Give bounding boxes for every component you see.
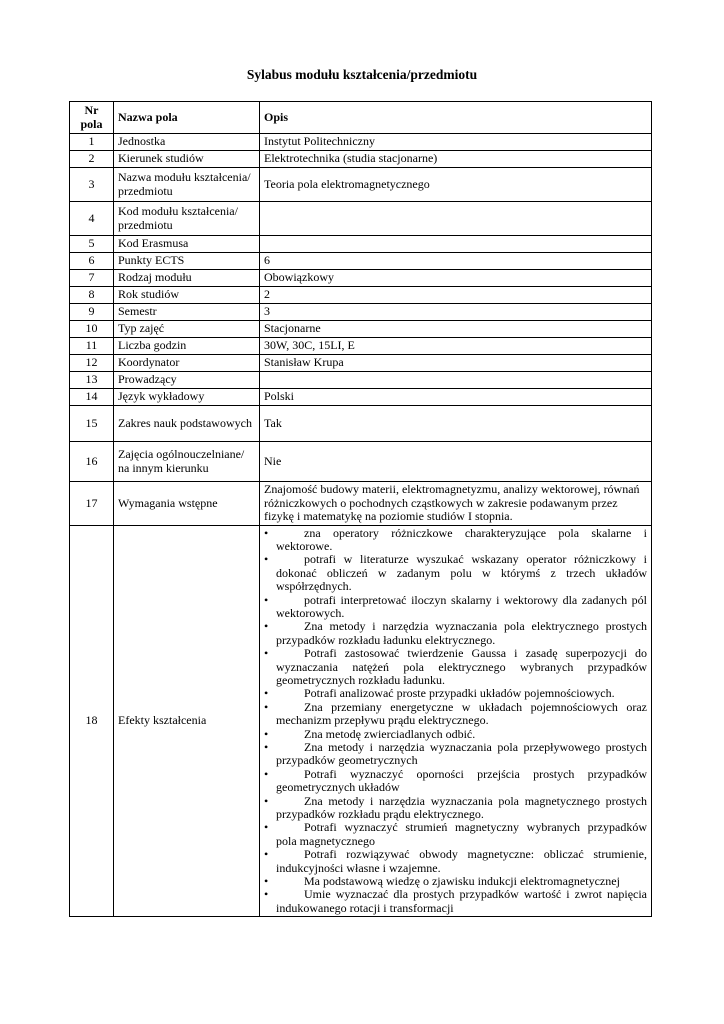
row-desc: Znajomość budowy materii, elektromagnetyzmu, analizy wektorowej, równań różniczkowych o pochodnych cząstkowych w zakresie podawanym przez fizykę i matematykę na poziomie studiów I stopnia. <box>260 482 652 526</box>
row-nr: 18 <box>70 525 114 917</box>
row-field: Typ zajęć <box>114 321 260 338</box>
table-row <box>70 287 652 304</box>
row-field: Kod modułu kształcenia/ przedmiotu <box>114 202 260 236</box>
table-row <box>70 270 652 287</box>
row-desc: Obowiązkowy <box>260 270 652 287</box>
table-row <box>70 355 652 372</box>
list-item <box>264 741 647 768</box>
list-item <box>264 620 647 647</box>
row-nr: 5 <box>70 236 114 253</box>
bullet-icon: • <box>264 793 269 808</box>
table-row <box>70 253 652 270</box>
row-desc: Elektrotechnika (studia stacjonarne) <box>260 151 652 168</box>
row-field: Rok studiów <box>114 287 260 304</box>
table-row <box>70 304 652 321</box>
table-row <box>70 134 652 151</box>
row-desc: Polski <box>260 389 652 406</box>
list-item-text: Zna metody i narzędzia wyznaczania pola przepływowego prostych przypadków geometrycznych <box>276 740 647 768</box>
row-nr: 15 <box>70 406 114 442</box>
bullet-icon: • <box>264 646 269 661</box>
row-field: Wymagania wstępne <box>114 482 260 526</box>
list-item <box>264 647 647 687</box>
table-row <box>70 442 652 482</box>
list-item-text: potrafi w literaturze wyszukać wskazany operator różniczkowy i dokonać obliczeń w zadanym polu w którymś z trzech układów współrzędnych. <box>276 552 647 594</box>
list-item-text: Zna metody i narzędzia wyznaczania pola elektrycznego prostych przypadków rozkładu ładunku elektrycznego. <box>276 619 647 647</box>
list-item-text: Potrafi wyznaczyć oporności przejścia prostych przypadków geometrycznych układów <box>276 766 647 795</box>
row-nr: 12 <box>70 355 114 372</box>
table-row <box>70 338 652 355</box>
row-nr: 1 <box>70 134 114 151</box>
list-item-text: Zna przemiany energetyczne w układach pojemnościowych oraz mechanizm przepływu prądu elektrycznego. <box>276 699 647 728</box>
learning-outcomes-list <box>264 527 647 916</box>
row-desc: 30W, 30C, 15LI, E <box>260 338 652 355</box>
table-row <box>70 372 652 389</box>
bullet-icon: • <box>264 525 269 540</box>
bullet-icon: • <box>264 766 269 781</box>
row-field: Zajęcia ogólnouczelniane/ na innym kierunku <box>114 442 260 482</box>
row-desc: Teoria pola elektromagnetycznego <box>260 168 652 202</box>
list-item-text: Zna metody i narzędzia wyznaczania pola magnetycznego prostych przypadków rozkładu prądu elektrycznego. <box>276 793 647 822</box>
list-item-text: Potrafi wyznaczyć strumień magnetyczny wybranych przypadków pola magnetycznego <box>276 820 647 848</box>
table-row <box>70 389 652 406</box>
row-nr: 13 <box>70 372 114 389</box>
row-desc: Tak <box>260 406 652 442</box>
bullet-icon: • <box>264 699 269 714</box>
row-field: Zakres nauk podstawowych <box>114 406 260 442</box>
row-field: Kierunek studiów <box>114 151 260 168</box>
bullet-icon: • <box>264 820 269 835</box>
row-desc <box>260 202 652 236</box>
header-row <box>70 102 652 134</box>
list-item <box>264 821 647 848</box>
list-item <box>264 888 647 915</box>
row-desc <box>260 525 652 917</box>
row-field: Nazwa modułu kształcenia/ przedmiotu <box>114 168 260 202</box>
row-field: Liczba godzin <box>114 338 260 355</box>
row-field: Semestr <box>114 304 260 321</box>
bullet-icon: • <box>264 847 269 862</box>
row-nr: 2 <box>70 151 114 168</box>
row-desc: 6 <box>260 253 652 270</box>
table-row <box>70 202 652 236</box>
list-item <box>264 594 647 621</box>
table-row <box>70 482 652 526</box>
row-desc: Stanisław Krupa <box>260 355 652 372</box>
table-row-18 <box>70 525 652 917</box>
list-item <box>264 701 647 728</box>
bullet-icon: • <box>264 592 269 607</box>
bullet-icon: • <box>264 619 269 634</box>
row-desc: Nie <box>260 442 652 482</box>
table-row <box>70 151 652 168</box>
bullet-icon: • <box>264 740 269 754</box>
bullet-icon: • <box>264 686 269 701</box>
bullet-icon: • <box>264 887 269 902</box>
table-row <box>70 406 652 442</box>
row-nr: 17 <box>70 482 114 526</box>
row-nr: 10 <box>70 321 114 338</box>
row-nr: 9 <box>70 304 114 321</box>
list-item-text: Ma podstawową wiedzę o zjawisku indukcji elektromagnetycznej <box>304 874 620 889</box>
row-nr: 7 <box>70 270 114 287</box>
list-item <box>264 728 647 741</box>
list-item <box>264 553 647 593</box>
list-item-text: Zna metodę zwierciadlanych odbić. <box>304 726 476 741</box>
row-field: Punkty ECTS <box>114 253 260 270</box>
row-desc <box>260 236 652 253</box>
bullet-icon: • <box>264 726 269 741</box>
row-field: Koordynator <box>114 355 260 372</box>
list-item <box>264 848 647 875</box>
table-row <box>70 168 652 202</box>
list-item <box>264 527 647 554</box>
bullet-icon: • <box>264 552 269 567</box>
row-field: Kod Erasmusa <box>114 236 260 253</box>
row-desc: Instytut Politechniczny <box>260 134 652 151</box>
list-item <box>264 875 647 888</box>
header-nr: Nr pola <box>70 102 114 134</box>
header-desc: Opis <box>260 102 652 134</box>
row-field: Prowadzący <box>114 372 260 389</box>
page-title: Sylabus modułu kształcenia/przedmiotu <box>246 67 478 82</box>
list-item <box>264 795 647 822</box>
row-nr: 8 <box>70 287 114 304</box>
row-nr: 6 <box>70 253 114 270</box>
syllabus-table <box>69 101 652 917</box>
row-desc: 3 <box>260 304 652 321</box>
row-nr: 14 <box>70 389 114 406</box>
row-nr: 16 <box>70 442 114 482</box>
list-item <box>264 768 647 795</box>
row-field: Język wykładowy <box>114 389 260 406</box>
header-field: Nazwa pola <box>114 102 260 134</box>
row-field: Jednostka <box>114 134 260 151</box>
list-item-text: Potrafi rozwiązywać obwody magnetyczne: obliczać strumienie, indukcyjności własne i wzajemne. <box>276 847 647 875</box>
table-row <box>70 321 652 338</box>
list-item-text: Potrafi zastosować twierdzenie Gaussa i zasadę superpozycji do wyznaczania natężeń pola elektrycznego wybranych przypadków geometrycznych rozkładu ładunku. <box>276 646 647 687</box>
row-desc: Stacjonarne <box>260 321 652 338</box>
list-item-text: potrafi interpretować iloczyn skalarny i wektorowy dla zadanych pól wektorowych. <box>276 592 647 620</box>
row-nr: 4 <box>70 202 114 236</box>
row-field: Rodzaj modułu <box>114 270 260 287</box>
row-nr: 3 <box>70 168 114 202</box>
list-item <box>264 687 647 700</box>
row-field: Efekty kształcenia <box>114 525 260 917</box>
bullet-icon: • <box>264 874 269 889</box>
row-nr: 11 <box>70 338 114 355</box>
list-item-text: Umie wyznaczać dla prostych przypadków wartość i zwrot napięcia indukowanego rotacji i transformacji <box>276 887 647 915</box>
table-row <box>70 236 652 253</box>
row-desc <box>260 372 652 389</box>
row-desc: 2 <box>260 287 652 304</box>
list-item-text: zna operatory różniczkowe charakteryzujące pola skalarne i wektorowe. <box>276 525 647 553</box>
list-item-text: Potrafi analizować proste przypadki układów pojemnościowych. <box>304 686 615 701</box>
